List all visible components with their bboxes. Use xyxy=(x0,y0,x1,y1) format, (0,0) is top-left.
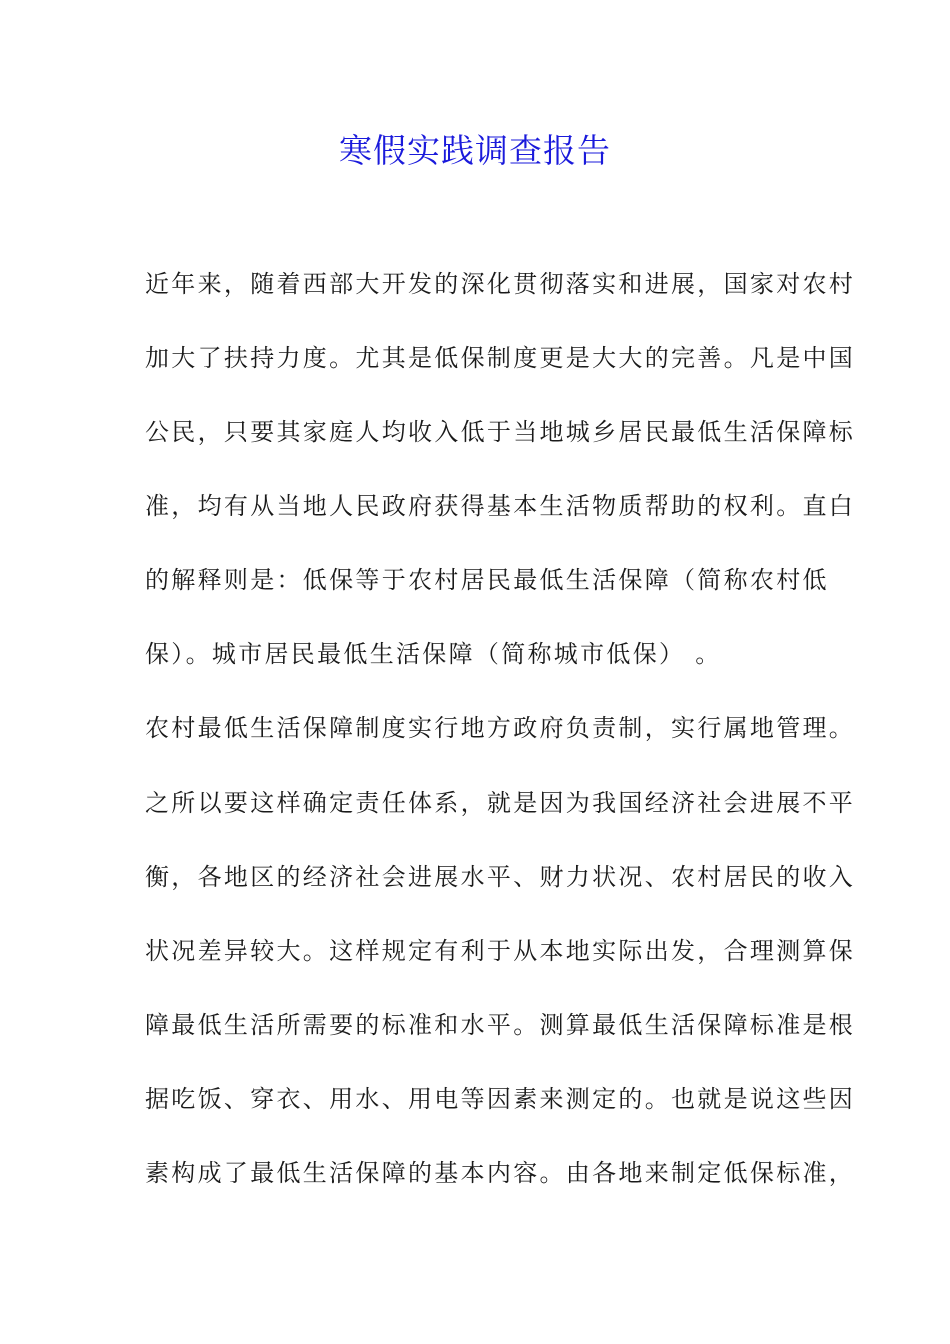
paragraph-line: 公民，只要其家庭人均收入低于当地城乡居民最低生活保障标 xyxy=(145,418,856,446)
paragraph-line: 据吃饭、穿衣、用水、用电等因素来测定的。也就是说这些因 xyxy=(145,1085,856,1113)
paragraph-line: 的解释则是：低保等于农村居民最低生活保障（简称农村低 xyxy=(145,566,829,594)
paragraph-line: 状况差异较大。这样规定有利于从本地实际出发，合理测算保 xyxy=(145,937,856,965)
document-title: 寒假实践调查报告 xyxy=(339,131,611,170)
paragraph-line: 障最低生活所需要的标准和水平。测算最低生活保障标准是根 xyxy=(145,1011,856,1039)
paragraph-line: 衡，各地区的经济社会进展水平、财力状况、农村居民的收入 xyxy=(145,863,856,891)
paragraph-line: 之所以要这样确定责任体系，就是因为我国经济社会进展不平 xyxy=(145,789,856,817)
paragraph-line: 准，均有从当地人民政府获得基本生活物质帮助的权利。直白 xyxy=(145,492,856,520)
paragraph-line: 素构成了最低生活保障的基本内容。由各地来制定低保标准， xyxy=(145,1159,856,1187)
paragraph-line: 近年来，随着西部大开发的深化贯彻落实和进展，国家对农村 xyxy=(145,270,856,298)
paragraph-line: 保）。城市居民最低生活保障（简称城市低保） 。 xyxy=(145,640,722,668)
paragraph-line: 加大了扶持力度。尤其是低保制度更是大大的完善。凡是中国 xyxy=(145,344,856,372)
paragraph-line: 农村最低生活保障制度实行地方政府负责制，实行属地管理。 xyxy=(145,714,856,742)
